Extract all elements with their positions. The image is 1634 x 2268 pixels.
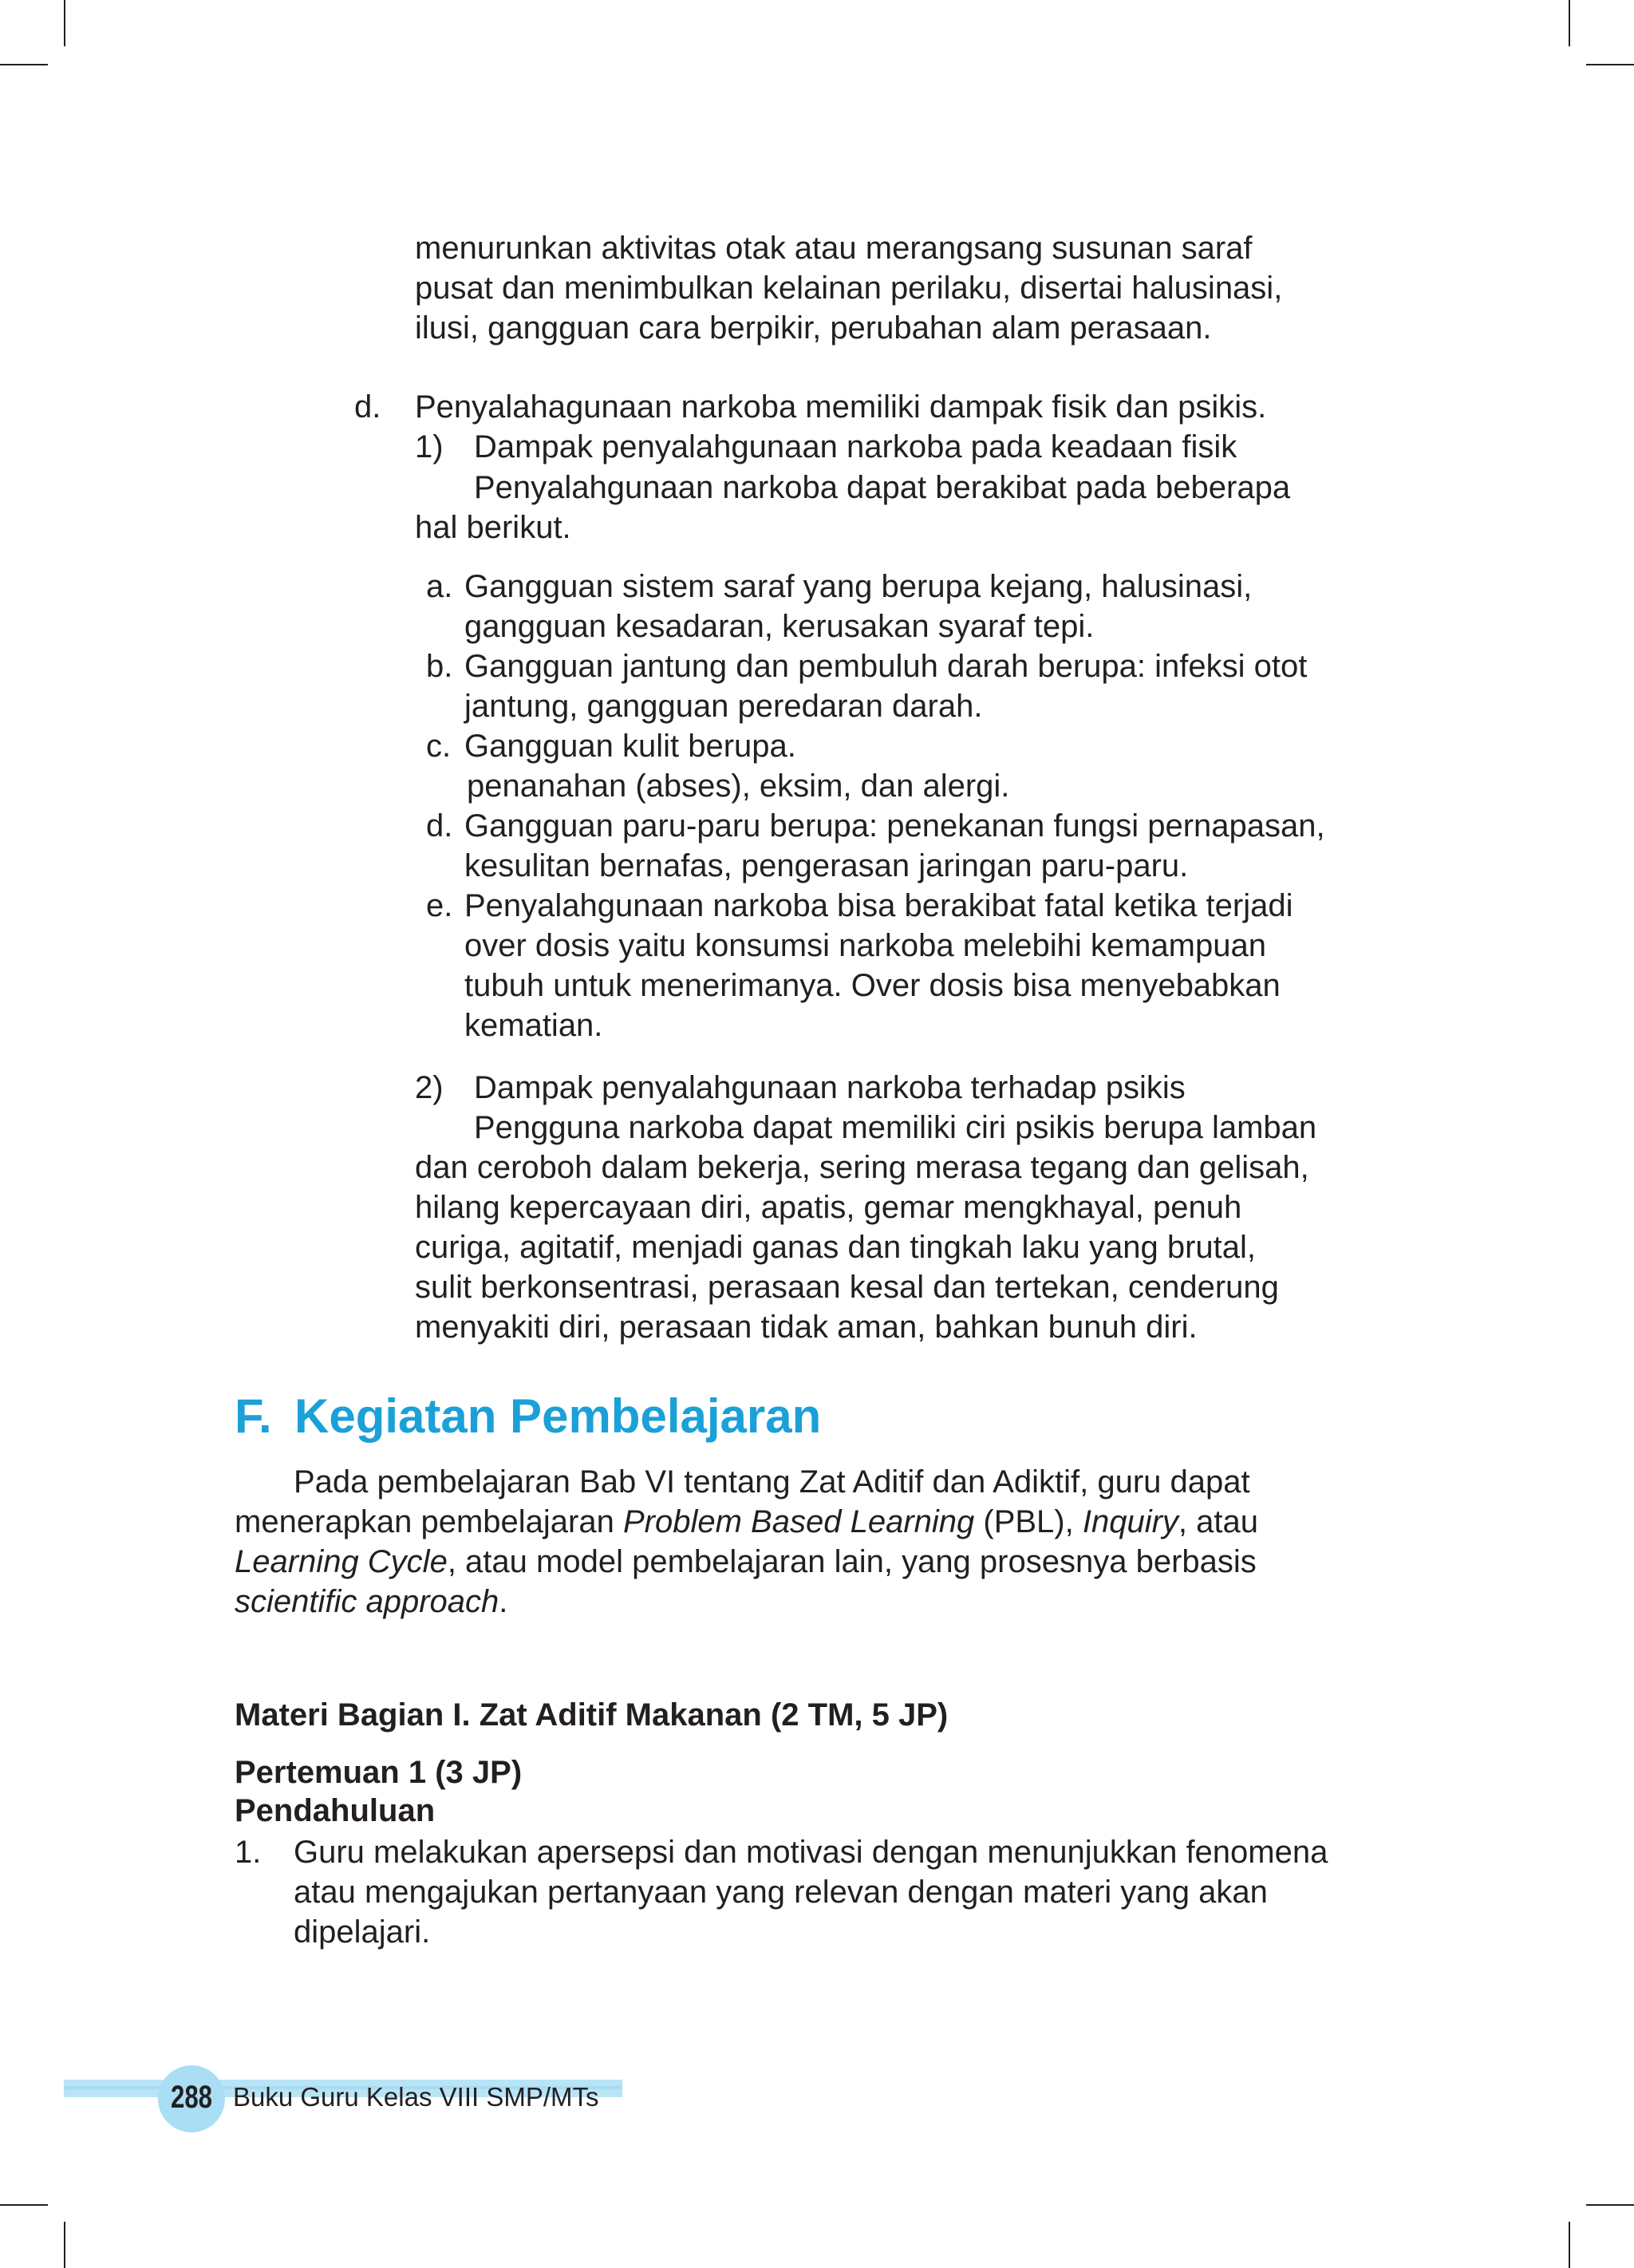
section-heading bbox=[235, 1389, 821, 1444]
text-span-italic: Inquiry bbox=[1082, 1504, 1178, 1539]
text-line: Gangguan paru-paru berupa: penekanan fungsi pernapasan, bbox=[464, 808, 1325, 844]
text-line: Gangguan kulit berupa. bbox=[464, 729, 796, 764]
text-line: Penyalahgunaan narkoba bisa berakibat fatal ketika terjadi bbox=[464, 888, 1293, 923]
text-line: sulit berkonsentrasi, perasaan kesal dan tertekan, cenderung bbox=[415, 1270, 1279, 1305]
sub-item-title: Dampak penyalahgunaan narkoba terhadap psikis bbox=[474, 1070, 1186, 1105]
text-line: hilang kepercayaan diri, apatis, gemar mengkhayal, penuh bbox=[415, 1190, 1242, 1225]
text-span-italic: Learning Cycle bbox=[235, 1544, 448, 1579]
text-line: penanahan (abses), eksim, dan alergi. bbox=[467, 769, 1010, 804]
sub-item-2-body bbox=[415, 1108, 1359, 1347]
crop-mark bbox=[1586, 2204, 1634, 2206]
list-item bbox=[426, 567, 1360, 646]
text-line: Penyalahgunaan narkoba dapat berakibat pada beberapa bbox=[474, 470, 1291, 505]
text-line: curiga, agitatif, menjadi ganas dan tingkah laku yang brutal, bbox=[415, 1230, 1257, 1265]
text-line: jantung, gangguan peredaran darah. bbox=[464, 689, 983, 724]
list-item bbox=[426, 886, 1360, 1045]
text-span-italic: Problem Based Learning bbox=[622, 1504, 975, 1539]
sub-item-title: Dampak penyalahgunaan narkoba pada keadaan fisik bbox=[474, 429, 1237, 464]
list-item-text: Penyalahagunaan narkoba memiliki dampak fisik dan psikis. bbox=[415, 389, 1267, 425]
sub-item-1-title bbox=[415, 427, 1360, 467]
footer-book-title: Buku Guru Kelas VIII SMP/MTs bbox=[233, 2082, 599, 2112]
top-continuation-paragraph bbox=[415, 228, 1359, 348]
page-number: 288 bbox=[170, 2080, 213, 2115]
list-marker: e. bbox=[426, 888, 453, 923]
text-span: (PBL), bbox=[974, 1504, 1083, 1539]
text-line: dipelajari. bbox=[294, 1914, 431, 1950]
sub-item-2-title bbox=[415, 1068, 1360, 1108]
list-item bbox=[426, 726, 1360, 806]
crop-mark bbox=[1569, 2222, 1570, 2268]
text-line: Pada pembelajaran Bab VI tentang Zat Aditif dan Adiktif, guru dapat bbox=[294, 1464, 1250, 1499]
text-line: pusat dan menimbulkan kelainan perilaku, disertai halusinasi, bbox=[415, 271, 1283, 306]
text-line: atau mengajukan pertanyaan yang relevan dengan materi yang akan bbox=[294, 1875, 1268, 1910]
text-line: Guru melakukan apersepsi dan motivasi dengan menunjukkan fenomena bbox=[294, 1835, 1328, 1870]
text-line: Gangguan sistem saraf yang berupa kejang, halusinasi, bbox=[464, 569, 1253, 604]
list-item-1 bbox=[235, 1832, 1359, 1952]
text-line: over dosis yaitu konsumsi narkoba melebihi kemampuan bbox=[464, 928, 1266, 963]
section-title: Kegiatan Pembelajaran bbox=[294, 1389, 822, 1443]
text-span: , atau bbox=[1178, 1504, 1258, 1539]
list-marker: b. bbox=[426, 649, 453, 684]
list-marker: d. bbox=[354, 389, 381, 425]
text-line: tubuh untuk menerimanya. Over dosis bisa menyebabkan bbox=[464, 968, 1281, 1003]
list-marker: 1. bbox=[235, 1835, 262, 1870]
text-span: , atau model pembelajaran lain, yang prosesnya berbasis bbox=[447, 1544, 1257, 1579]
text-line bbox=[235, 1582, 1359, 1622]
section-f-paragraph bbox=[235, 1462, 1359, 1622]
list-marker: d. bbox=[426, 808, 453, 844]
text-span: menerapkan pembelajaran bbox=[235, 1504, 623, 1539]
list-item bbox=[426, 806, 1360, 886]
section-label: F. bbox=[235, 1389, 272, 1443]
list-item-d bbox=[354, 387, 1360, 427]
list-marker: 1) bbox=[415, 429, 444, 464]
text-line: hal berikut. bbox=[415, 510, 571, 545]
text-line: ilusi, gangguan cara berpikir, perubahan alam perasaan. bbox=[415, 310, 1212, 346]
sub-item-1-list bbox=[426, 567, 1360, 1045]
text-line: kesulitan bernafas, pengerasan jaringan paru-paru. bbox=[464, 848, 1189, 883]
pertemuan-heading: Pertemuan 1 (3 JP) bbox=[235, 1755, 523, 1790]
text-line bbox=[235, 1542, 1359, 1582]
text-span: . bbox=[499, 1584, 508, 1619]
text-line: dan ceroboh dalam bekerja, sering merasa tegang dan gelisah, bbox=[415, 1150, 1309, 1185]
text-line: kematian. bbox=[464, 1008, 603, 1043]
pendahuluan-heading: Pendahuluan bbox=[235, 1793, 436, 1828]
list-item bbox=[235, 1832, 1359, 1952]
list-marker: 2) bbox=[415, 1070, 444, 1105]
list-item bbox=[426, 646, 1360, 726]
crop-mark bbox=[0, 64, 48, 65]
crop-mark bbox=[1586, 64, 1634, 65]
crop-mark bbox=[1569, 0, 1570, 46]
text-line: Gangguan jantung dan pembuluh darah berupa: infeksi otot bbox=[464, 649, 1308, 684]
text-line: menurunkan aktivitas otak atau merangsang susunan saraf bbox=[415, 231, 1253, 266]
crop-mark bbox=[0, 2204, 48, 2206]
list-marker: c. bbox=[426, 729, 452, 764]
crop-mark bbox=[64, 2222, 65, 2268]
text-span-italic: scientific approach bbox=[235, 1584, 499, 1619]
sub-item-1-intro bbox=[415, 468, 1359, 547]
materi-heading: Materi Bagian I. Zat Aditif Makanan (2 TM, 5 JP) bbox=[235, 1697, 949, 1733]
text-line bbox=[235, 1502, 1359, 1542]
crop-mark bbox=[64, 0, 65, 46]
text-line: Pengguna narkoba dapat memiliki ciri psikis berupa lamban bbox=[474, 1110, 1317, 1145]
text-line: gangguan kesadaran, kerusakan syaraf tepi. bbox=[464, 609, 1095, 644]
text-line: menyakiti diri, perasaan tidak aman, bahkan bunuh diri. bbox=[415, 1310, 1198, 1345]
list-marker: a. bbox=[426, 569, 453, 604]
